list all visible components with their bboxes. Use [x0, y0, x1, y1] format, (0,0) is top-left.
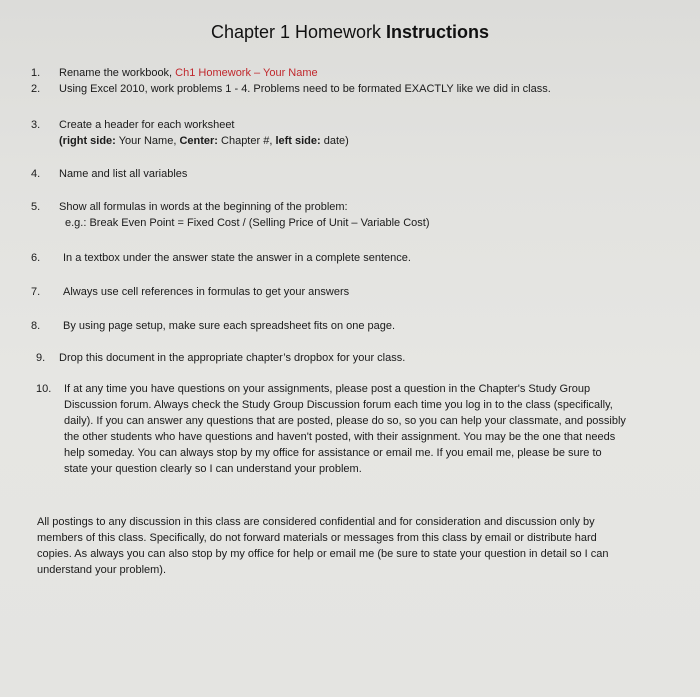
item-number: 5.: [31, 201, 41, 213]
item-text-line: state your question clearly so I can understand your problem.: [64, 463, 362, 475]
item-text-line: If at any time you have questions on your assignments, please post a question in the Chapter's Study Group: [64, 383, 591, 395]
item-number: 2.: [31, 83, 41, 95]
item-text: Drop this document in the appropriate chapter’s dropbox for your class.: [59, 352, 406, 364]
header-spec: (right side: Your Name, Center: Chapter #, left side: date): [59, 135, 349, 147]
note-line: copies. As always you can also stop by my office for help or email me (be sure to state your question in detail so I can: [37, 548, 609, 560]
item-text-line: the other students who have questions and haven't posted, with their assignment. You may be the one that needs: [64, 431, 616, 443]
note-line: members of this class. Specifically, do not forward materials or messages from this class by email or distribute hard: [37, 532, 597, 544]
item-text: Name and list all variables: [59, 168, 188, 180]
item-text: Always use cell references in formulas to get your answers: [63, 286, 350, 298]
item-number: 3.: [31, 119, 41, 131]
item-number: 8.: [31, 320, 41, 332]
item-text-line: daily). If you can answer any questions that are posted, please do so, so you can help your classmate, and possibly: [64, 415, 626, 427]
note-line: All postings to any discussion in this class are considered confidential and for consideration and discussion only by: [37, 516, 595, 528]
item-text: By using page setup, make sure each spreadsheet fits on one page.: [63, 320, 396, 332]
item-number: 1.: [31, 67, 41, 79]
item-text: Create a header for each worksheet: [59, 119, 235, 131]
item-number: 7.: [31, 286, 41, 298]
item-number: 9.: [36, 352, 46, 364]
item-text: Using Excel 2010, work problems 1 - 4. Problems need to be formated EXACTLY like we did in class.: [59, 83, 551, 95]
formula-example: e.g.: Break Even Point = Fixed Cost / (Selling Price of Unit – Variable Cost): [65, 217, 430, 229]
confidentiality-note: [37, 514, 687, 578]
page-title: Chapter 1 Homework Instructions: [210, 22, 490, 42]
item-number: 10.: [36, 383, 52, 395]
item-text: Rename the workbook,: [59, 67, 176, 79]
item-number: 4.: [31, 168, 41, 180]
item-text: In a textbox under the answer state the answer in a complete sentence.: [63, 252, 411, 264]
workbook-name: Ch1 Homework – Your Name: [175, 67, 318, 79]
item-text-line: Discussion forum. Always check the Study Group Discussion forum each time you log in to the class (specifically,: [64, 399, 613, 411]
item-text: Show all formulas in words at the beginning of the problem:: [59, 201, 348, 213]
item-text-line: help someday. You can always stop by my office for assistance or email me. If you email me, please be sure to: [64, 447, 602, 459]
note-line: understand your problem).: [37, 564, 167, 576]
item-number: 6.: [31, 252, 41, 264]
